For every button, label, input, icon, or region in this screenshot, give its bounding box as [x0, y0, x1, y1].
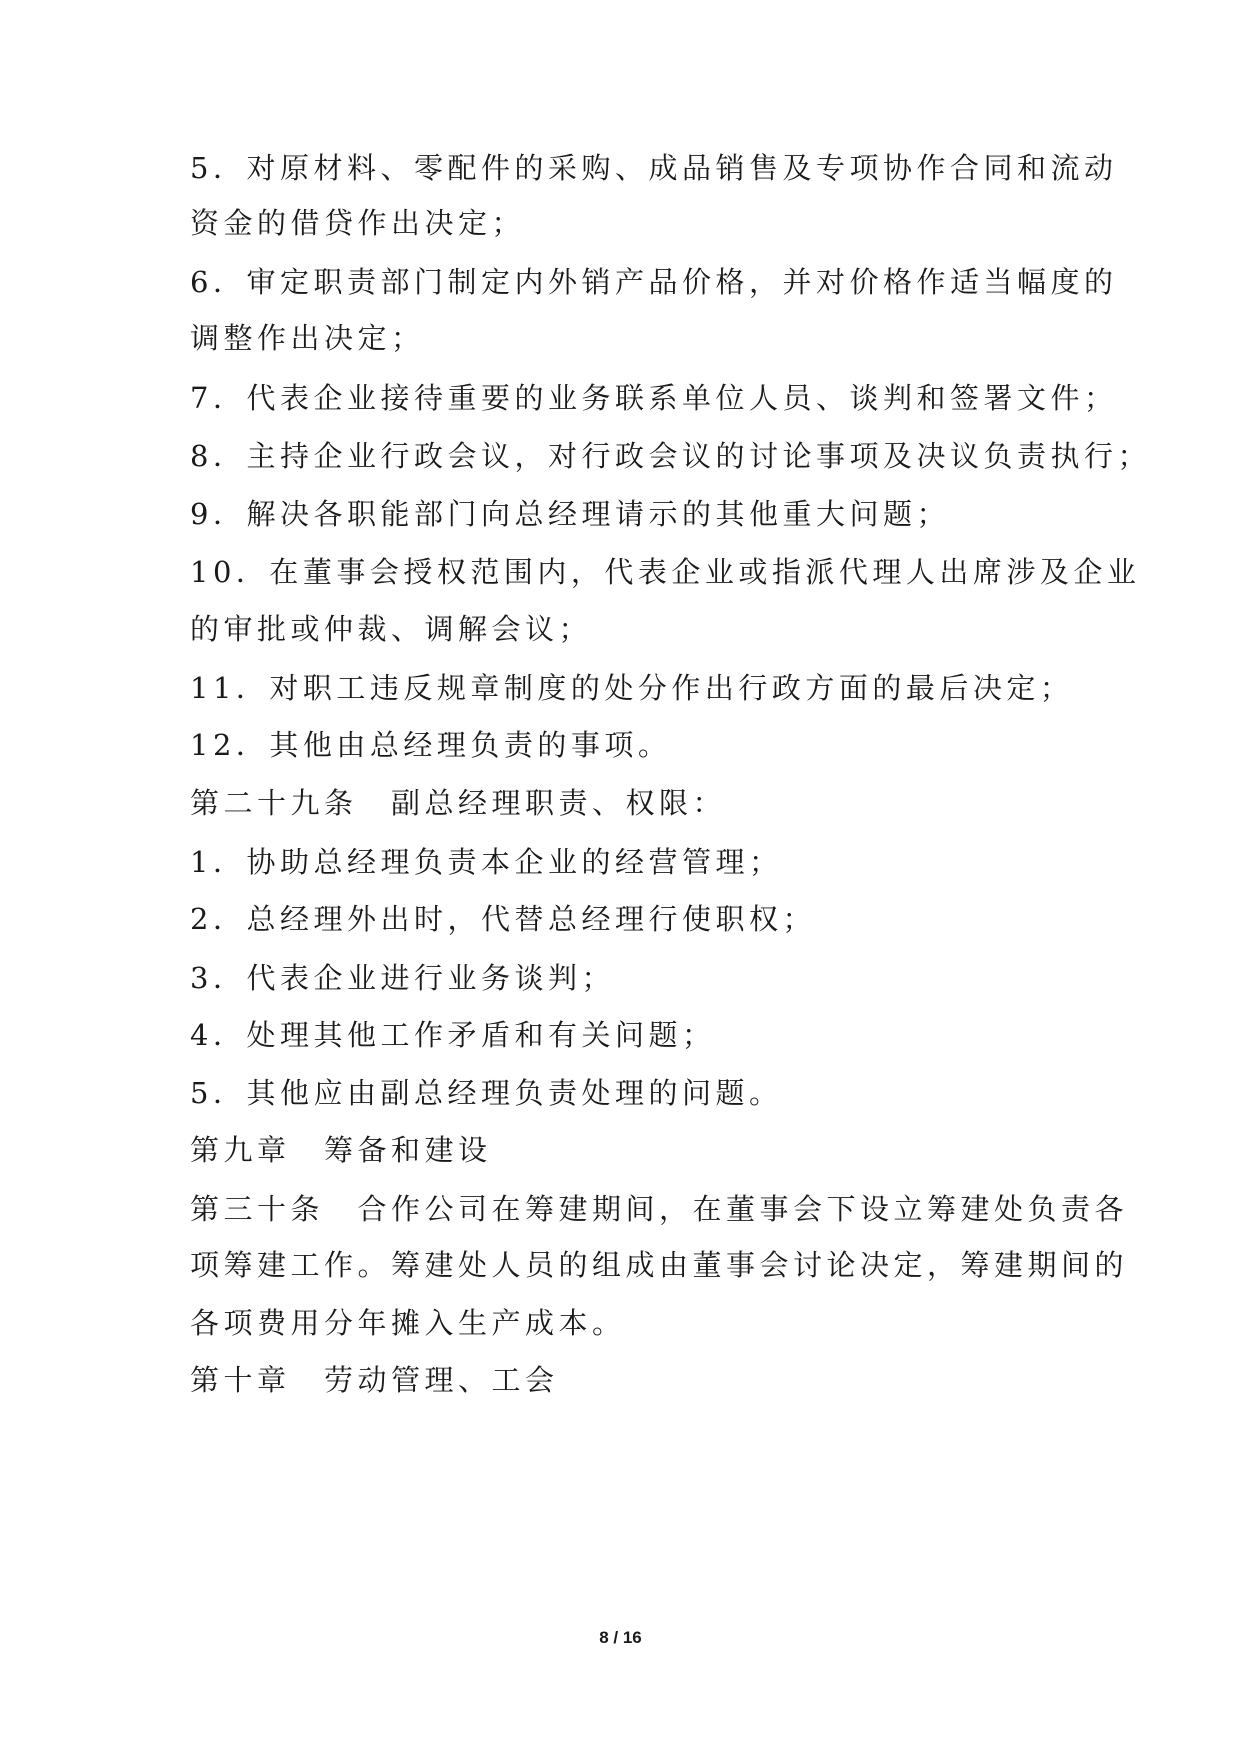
text-line: 4．处理其他工作矛盾和有关问题； [190, 1018, 716, 1052]
text-line: 1．协助总经理负责本企业的经营管理； [190, 845, 783, 879]
text-line: 资金的借贷作出决定； [190, 206, 526, 240]
text-line: 5．其他应由副总经理负责处理的问题。 [190, 1076, 783, 1110]
text-line: 各项费用分年摊入生产成本。 [190, 1306, 626, 1340]
section-heading: 第二十九条 副总经理职责、权限： [190, 786, 727, 820]
page-number: 8 / 16 [599, 1628, 642, 1647]
text-line: 10．在董事会授权范围内，代表企业或指派代理人出席涉及企业 [190, 555, 1141, 589]
text-line: 5．对原材料、零配件的采购、成品销售及专项协作合同和流动 [190, 151, 1118, 185]
text-line: 8．主持企业行政会议，对行政会议的讨论事项及决议负责执行； [190, 439, 1151, 473]
text-line: 12．其他由总经理负责的事项。 [190, 728, 672, 762]
text-line: 9．解决各职能部门向总经理请示的其他重大问题； [190, 497, 950, 531]
text-line: 2．总经理外出时，代替总经理行使职权； [190, 902, 816, 936]
section-heading: 第三十条 合作公司在筹建期间，在董事会下设立筹建处负责各 [190, 1192, 1129, 1226]
text-line: 11．对职工违反规章制度的处分作出行政方面的最后决定； [190, 671, 1074, 705]
text-line: 项筹建工作。筹建处人员的组成由董事会讨论决定，筹建期间的 [190, 1248, 1129, 1282]
chapter-heading: 第十章 劳动管理、工会 [190, 1363, 559, 1397]
chapter-heading: 第九章 筹备和建设 [190, 1133, 492, 1167]
text-line: 的审批或仲裁、调解会议； [190, 612, 593, 646]
text-line: 调整作出决定； [190, 321, 425, 355]
text-line: 3．代表企业进行业务谈判； [190, 961, 615, 995]
text-line: 7．代表企业接待重要的业务联系单位人员、谈判和签署文件； [190, 381, 1118, 415]
text-line: 6．审定职责部门制定内外销产品价格，并对价格作适当幅度的 [190, 265, 1118, 299]
